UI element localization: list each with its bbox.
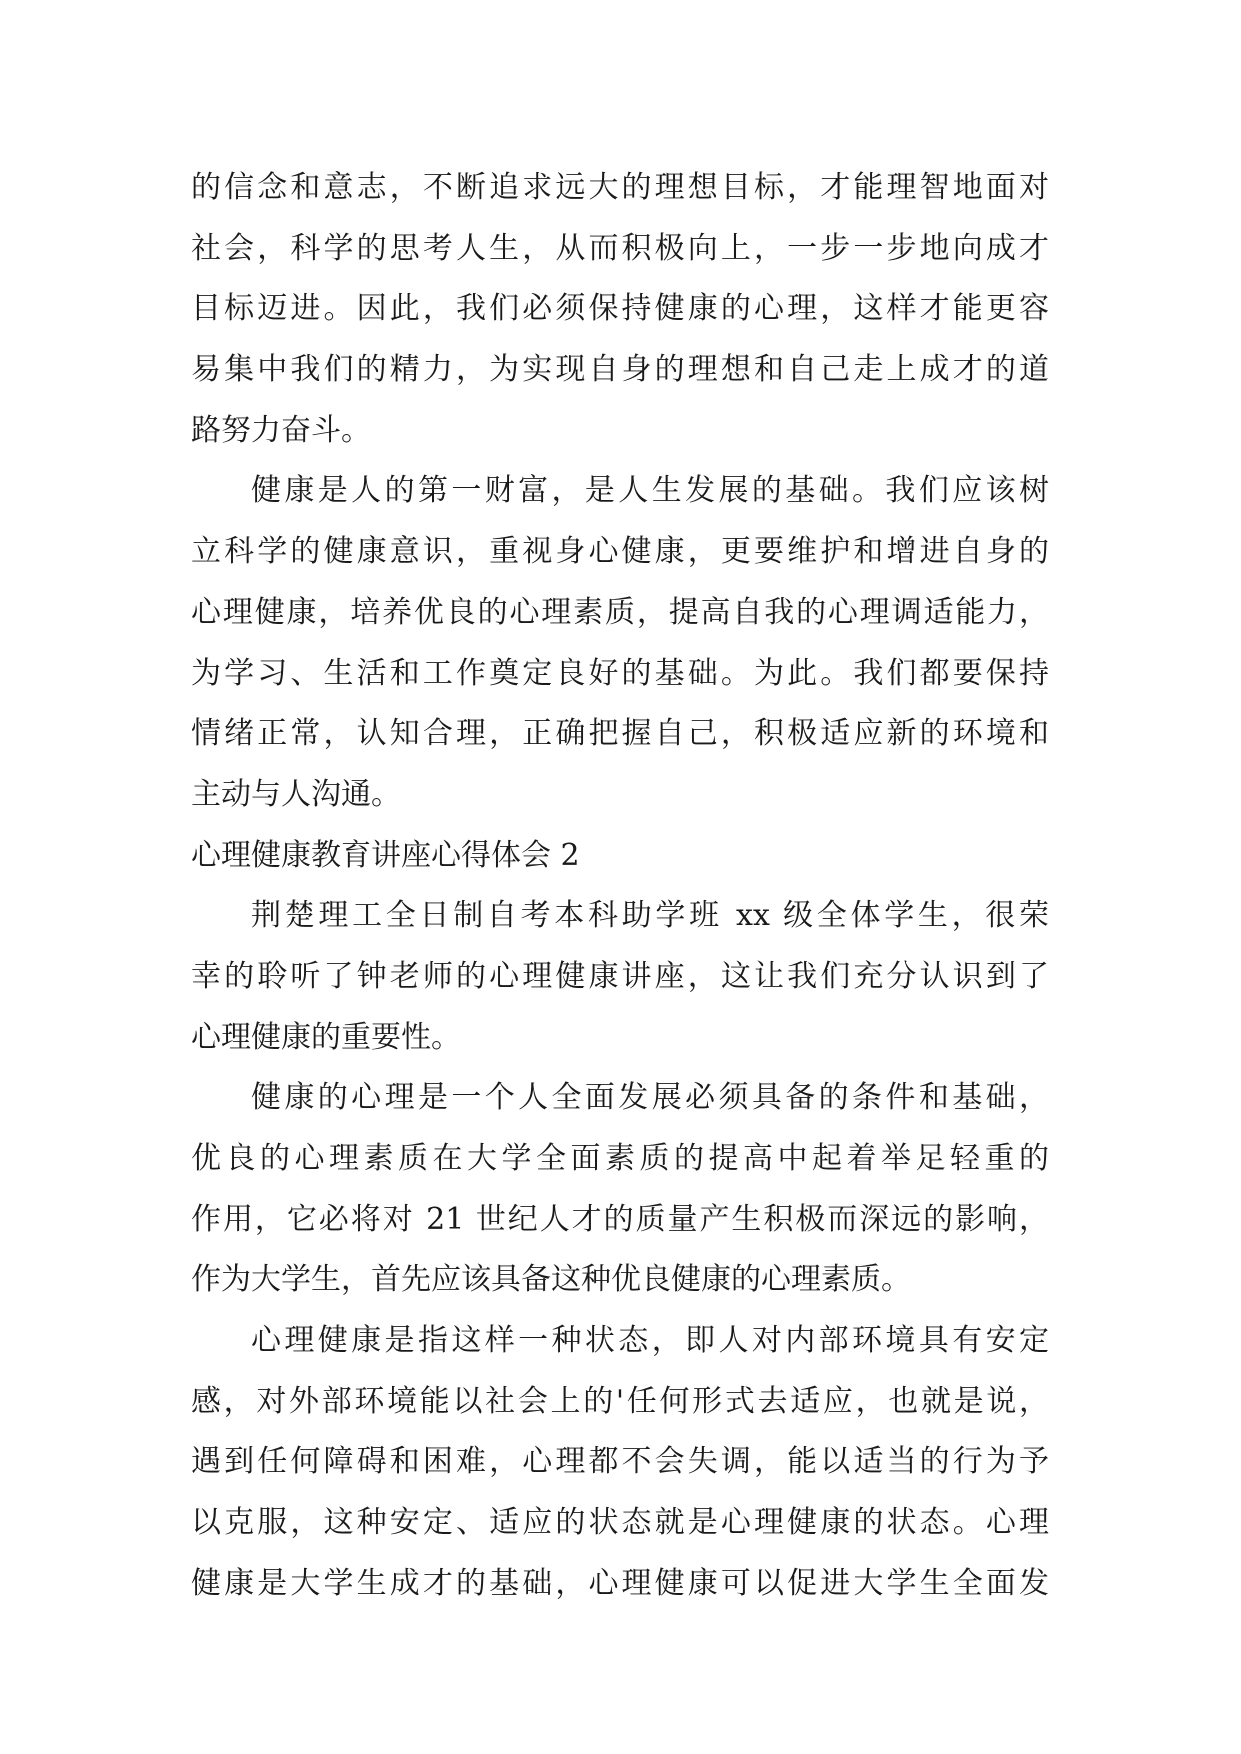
text-line: 目标迈进。因此，我们必须保持健康的心理，这样才能更容 [191,291,1049,327]
paragraph-4 [191,1068,1049,1311]
text-line: 为学习、生活和工作奠定良好的基础。为此。我们都要保持 [191,655,1049,691]
text-line: 作用，它必将对 21 世纪人才的质量产生积极而深远的影响， [191,1201,1049,1237]
paragraph-1 [191,158,1049,461]
text-line: 健康的心理是一个人全面发展必须具备的条件和基础， [251,1080,1049,1116]
text-line: 感，对外部环境能以社会上的'任何形式去适应，也就是说， [191,1383,1049,1419]
text-line: 的信念和意志，不断追求远大的理想目标，才能理智地面对 [191,170,1049,205]
text-line: 立科学的健康意识，重视身心健康，更要维护和增进自身的 [191,534,1049,570]
text-line: 路努力奋斗。 [191,412,371,448]
text-line: 幸的聆听了钟老师的心理健康讲座，这让我们充分认识到了 [191,958,1049,994]
paragraph-5 [191,1311,1049,1614]
text-line: 优良的心理素质在大学全面素质的提高中起着举足轻重的 [191,1141,1049,1176]
text-line: 健康是大学生成才的基础，心理健康可以促进大学生全面发 [191,1565,1049,1601]
text-line: 心理健康是指这样一种状态，即人对内部环境具有安定 [251,1323,1049,1359]
text-line: 心理健康，培养优良的心理素质，提高自我的心理调适能力， [191,594,1049,630]
section-heading: 心理健康教育讲座心得体会 2 [191,837,580,873]
text-line: 荆楚理工全日制自考本科助学班 xx 级全体学生，很荣 [251,898,1049,934]
text-line: 以克服，这种安定、适应的状态就是心理健康的状态。心理 [191,1505,1049,1541]
text-line: 主动与人沟通。 [191,776,401,812]
text-line: 健康是人的第一财富，是人生发展的基础。我们应该树 [251,473,1049,509]
text-line: 遇到任何障碍和困难，心理都不会失调，能以适当的行为予 [191,1444,1049,1480]
document-body [191,158,1049,1615]
text-line: 易集中我们的精力，为实现自身的理想和自己走上成才的道 [191,352,1049,388]
section-heading-block [191,826,1049,887]
paragraph-3 [191,886,1049,1068]
text-line: 心理健康的重要性。 [191,1019,461,1055]
text-line: 社会，科学的思考人生，从而积极向上，一步一步地向成才 [191,230,1049,266]
paragraph-2 [191,461,1049,825]
text-line: 情绪正常，认知合理，正确把握自己，积极适应新的环境和 [191,716,1049,752]
text-line: 作为大学生，首先应该具备这种优良健康的心理素质。 [191,1262,911,1298]
